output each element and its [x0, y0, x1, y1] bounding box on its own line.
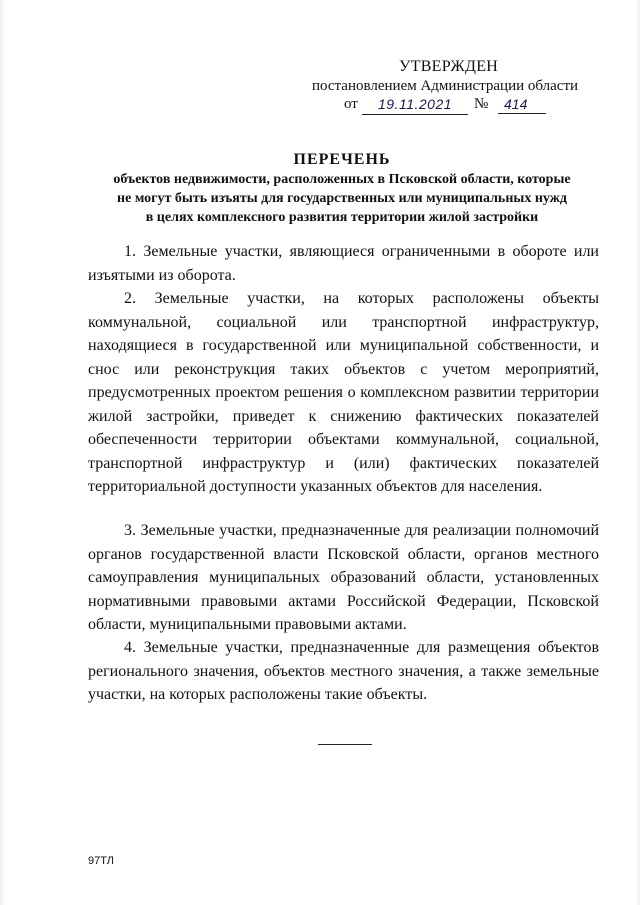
- item-4-text: 4. Земельные участки, предназначенные для размещения объектов регионального значения, объектов местного значения, а также земельные участки, на которых расположены такие объекты.: [88, 639, 599, 703]
- item-3-text: 3. Земельные участки, предназначенные для реализации полномочий органов государственной власти Псковской области, органов местного самоуправления муниципальных образований области, установленных нормативными правовыми актами Российской Федерации, Псковской области, муниципальными правовыми актами.: [88, 522, 599, 633]
- item-1-text: 1. Земельные участки, являющиеся ограниченными в обороте или изъятыми из оборота.: [88, 243, 599, 284]
- list-item: [88, 519, 599, 637]
- document-code: 97ТЛ: [88, 855, 114, 867]
- handwritten-date: 19.11.2021: [362, 96, 468, 115]
- approval-title: УТВЕРЖДЕН: [399, 58, 499, 75]
- list-item: [88, 636, 599, 707]
- document-heading: [90, 150, 594, 227]
- heading-subtitle-line-2: не могут быть изъяты для государственных или муниципальных нужд: [117, 191, 567, 206]
- from-label: от: [344, 96, 358, 112]
- number-label: №: [474, 96, 489, 112]
- heading-subtitle-line-3: в целях комплексного развития территории жилой застройки: [145, 210, 539, 225]
- handwritten-number: 414: [498, 96, 546, 114]
- heading-subtitle-line-1: объектов недвижимости, расположенных в Псковской области, которые: [113, 172, 571, 187]
- item-2-text: 2. Земельные участки, на которых расположены объекты коммунальной, социальной или транспортной инфраструктур, находящиеся в государственной или муниципальной собственности, и снос или реконструкция таких объектов с учетом мероприятий, предусмотренных проектом решения о комплексном развитии территории жилой застройки, приведет к снижению фактических показателей обеспеченности территории объектами коммунальной, социальной, транспортной инфраструктур и (или) фактических показателей территориальной доступности указанных объектов для населения.: [88, 290, 599, 495]
- scan-edge-left: [0, 0, 3, 905]
- end-separator-line: [318, 744, 372, 745]
- heading-title: ПЕРЕЧЕНЬ: [293, 151, 391, 168]
- list-item: [88, 287, 599, 499]
- list-item: [88, 240, 599, 287]
- approval-by: постановлением Администрации области: [312, 78, 579, 94]
